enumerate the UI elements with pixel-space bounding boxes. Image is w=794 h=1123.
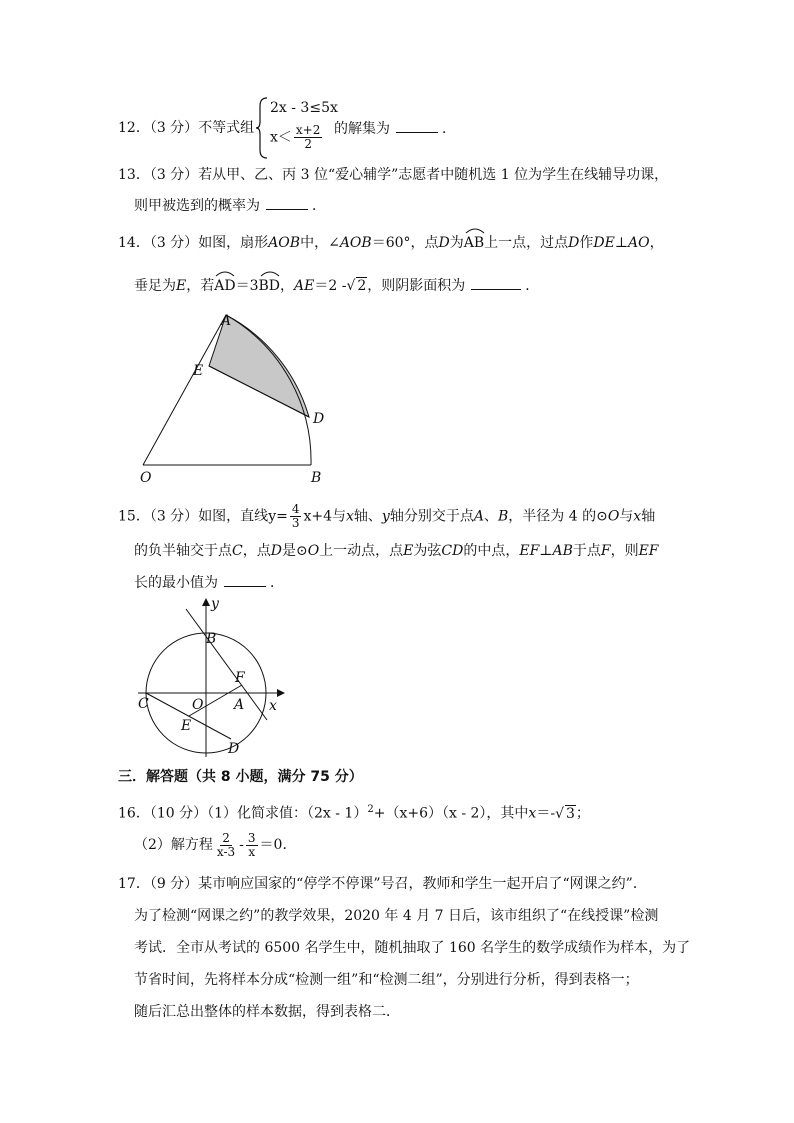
q16-line1 <box>118 800 590 824</box>
q17-line5: 随后汇总出整体的样本数据，得到表格二． <box>134 1004 400 1020</box>
q15-var: O <box>607 508 620 525</box>
q15-label-e: E <box>181 718 192 734</box>
q15-var: x <box>633 508 642 525</box>
q15-equation-rhs: x+4 <box>303 508 333 525</box>
q12-tail-text: 的解集为 <box>334 121 390 137</box>
q15-score: （3 分） <box>149 508 199 525</box>
q16-frac2-num: 3 <box>247 830 256 845</box>
q12-lead: 不等式组 <box>198 120 255 136</box>
q12-ineq2-left: x＜ <box>270 129 292 146</box>
q15-var: EF <box>638 543 659 559</box>
q16-frac2-den: x <box>248 844 256 859</box>
q16-part1-text: ＝- <box>536 805 556 822</box>
q15-text: 长的最小值为 <box>134 575 218 591</box>
q15-line2 <box>134 541 659 561</box>
q15-var: EF <box>519 543 540 559</box>
q15-text: 为弦 <box>413 543 442 559</box>
q15-var: F <box>600 543 611 559</box>
q13-score: （3 分） <box>149 167 199 183</box>
q14-text: 如图，扇形 <box>198 235 269 251</box>
q15-end: ． <box>270 575 284 591</box>
q15-text: ，则 <box>610 543 639 559</box>
q15-label-c: C <box>138 696 149 712</box>
q15-var: C <box>232 543 243 559</box>
q14-arc-ab <box>464 233 484 253</box>
q14-text: 为 <box>449 235 464 251</box>
q15-text: 轴 <box>641 508 656 525</box>
q16-frac1-num: 2 <box>222 830 230 845</box>
q14-text: ＝3 <box>235 278 259 294</box>
q17-line1 <box>118 874 647 894</box>
q17-line2: 为了检测“网课之约”的教学效果，2020 年 4 月 7 日后，该市组织了“在线授课”检测 <box>134 908 659 924</box>
section-heading: 三．解答题（共 8 小题，满分 75 分） <box>118 769 363 785</box>
q15-line3 <box>134 572 284 593</box>
q14-text: 垂足为 <box>134 278 176 294</box>
q15-text: 的中点， <box>463 543 520 559</box>
q14-answer-blank[interactable] <box>471 275 521 290</box>
q14-text: ， <box>280 278 295 294</box>
q14-segment-ao: AO <box>628 235 650 251</box>
q15-text: 轴分别交于点 <box>389 508 474 525</box>
q14-score: （3 分） <box>149 235 199 251</box>
q14-text: ，则阴影面积为 <box>367 278 466 294</box>
q15-answer-blank[interactable] <box>224 572 266 587</box>
q14-text: ，若 <box>186 278 215 294</box>
q15-label-o: O <box>192 697 204 713</box>
q14-text: 作 <box>579 235 594 251</box>
q12-inequality-2 <box>270 124 324 151</box>
q15-text: 与 <box>332 508 347 525</box>
q15-var: AB <box>552 543 573 559</box>
q14-point-d: D <box>568 235 580 251</box>
q15-text: 如图，直线 <box>198 508 269 525</box>
q13-line1 <box>118 165 668 185</box>
q16-part1-text: （1）化简求值：（2x - 1） <box>207 805 368 822</box>
q15-label-b: B <box>206 631 217 647</box>
q15-var: y <box>381 508 390 525</box>
q15-label-y: y <box>211 596 219 612</box>
q15-text: 轴、 <box>353 508 382 525</box>
q15-var: E <box>403 543 414 559</box>
q15-var: B <box>497 508 509 525</box>
q15-var: A <box>473 508 484 525</box>
q16-minus: - <box>239 837 244 853</box>
q15-text: 于点 <box>572 543 601 559</box>
q15-text: ，半径为 4 的⊙ <box>508 508 608 525</box>
q16-part2-text: ＝0． <box>259 837 297 853</box>
q15-text: ，点 <box>242 543 271 559</box>
q17-line4: 节省时间，先将样本分成“检测一组”和“检测二组”，分别进行分析，得到表格一； <box>134 972 639 988</box>
q16-score: （10 分） <box>149 805 208 822</box>
q15-label-a: A <box>234 697 245 713</box>
q14-label-o: O <box>140 470 152 486</box>
q14-arc-bd <box>259 276 281 296</box>
q14-arc-ad <box>214 276 235 296</box>
q17-number: 17． <box>118 876 150 892</box>
q15-var: x <box>346 508 354 525</box>
q15-text: 是⊙ <box>281 543 308 559</box>
q15-equation-lhs: y= <box>268 508 288 525</box>
q14-line1 <box>118 233 664 253</box>
q16-sqrt-value: 3 <box>565 805 575 822</box>
q12-score: （3 分） <box>149 120 199 136</box>
q16-part1-text: +（x+6）（x - 2），其中 <box>373 805 529 822</box>
q15-perp-symbol: ⊥ <box>539 543 553 559</box>
q13-number: 13． <box>118 167 150 183</box>
q15-line1 <box>118 503 655 530</box>
q12-brace <box>255 96 269 160</box>
q15-frac-den: 3 <box>291 516 300 530</box>
q16-sqrt: √ 3 <box>555 805 575 822</box>
q13-text1: 若从甲、乙、丙 3 位“爱心辅学”志愿者中随机选 1 位为学生在线辅导功课， <box>198 167 669 183</box>
q12-fraction <box>294 124 322 151</box>
q16-frac1-den: x-3 <box>216 844 236 859</box>
q12-tail <box>334 118 456 139</box>
q14-radius-oa <box>143 315 226 465</box>
q14-number: 14． <box>118 235 150 251</box>
q14-point-d: D <box>438 235 450 251</box>
q16-line2 <box>134 830 296 860</box>
q14-text: ＝60°，点 <box>371 235 439 251</box>
q15-frac-num: 4 <box>291 502 300 516</box>
q14-segment-ae: AE <box>294 278 315 294</box>
q16-exponent: 2 <box>367 804 374 815</box>
q14-sqrt: √ 2 <box>346 278 367 294</box>
q12-number: 12． <box>118 120 150 136</box>
q15-label-d: D <box>228 741 240 757</box>
q14-label-b: B <box>311 470 322 486</box>
q15-text: 、 <box>483 508 498 525</box>
q12-end: ． <box>442 121 456 137</box>
q14-perp-symbol: ⊥ <box>614 235 629 251</box>
q15-label-f: F <box>235 670 245 686</box>
q14-label-e: E <box>193 363 204 379</box>
q14-arc-ad-label: AD <box>214 278 236 294</box>
q16-part2-text: （2）解方程 <box>134 837 213 853</box>
q14-label-a: A <box>221 313 232 329</box>
q14-segment-de: DE <box>593 235 615 251</box>
q14-label-d: D <box>313 411 325 427</box>
q14-point-e: E <box>176 278 187 294</box>
q17-line3: 考试．全市从考试的 6500 名学生中，随机抽取了 160 名学生的数学成绩作为样本，为了 <box>134 940 691 956</box>
q15-label-x: x <box>269 698 277 714</box>
q12-line <box>118 118 254 138</box>
q13-text2: 则甲被选到的概率为 <box>134 198 260 214</box>
q15-text: 上一动点，点 <box>319 543 404 559</box>
q15-text: 与 <box>619 508 634 525</box>
q15-coordinate-figure <box>128 592 300 762</box>
q14-end: ． <box>525 278 540 294</box>
q14-angle-name: AOB <box>339 235 372 251</box>
q14-arc-bd-label: BD <box>258 278 281 294</box>
q12-frac-den: 2 <box>304 137 312 151</box>
q12-frac-num: x+2 <box>295 123 321 137</box>
q15-fraction <box>290 503 302 530</box>
q15-text: 的负半轴交于点 <box>134 543 232 559</box>
q14-line2 <box>134 275 539 296</box>
q13-line2 <box>134 195 326 216</box>
q15-var: CD <box>441 543 464 559</box>
q16-fraction-1 <box>215 832 237 859</box>
q15-var: O <box>307 543 320 559</box>
q16-part1-text: ； <box>575 805 590 822</box>
q16-number: 16． <box>118 805 150 822</box>
q12-answer-blank[interactable] <box>396 118 438 133</box>
q13-end: ． <box>312 198 326 214</box>
q17-score: （9 分） <box>149 876 199 892</box>
q14-sqrt-value: 2 <box>357 278 367 294</box>
q14-arc-ab-label: AB <box>463 235 485 251</box>
q14-text: 上一点，过点 <box>484 235 569 251</box>
q16-fraction-2 <box>246 832 258 859</box>
q16-var-x: x <box>528 805 537 822</box>
q14-shaded-region <box>209 315 309 417</box>
q14-text: ， <box>649 235 664 251</box>
q14-text: 中，∠ <box>300 235 340 251</box>
q13-answer-blank[interactable] <box>266 195 308 210</box>
q14-sector-name: AOB <box>268 235 301 251</box>
q15-number: 15． <box>118 508 150 525</box>
q14-text: ＝2 - <box>314 278 347 294</box>
q15-var: D <box>270 543 282 559</box>
q12-inequality-1: 2x - 3≤5x <box>270 100 338 116</box>
q14-sector-figure <box>130 305 340 490</box>
q17-text: 某市响应国家的“停学不停课”号召，教师和学生一起开启了“网课之约”． <box>198 876 647 892</box>
